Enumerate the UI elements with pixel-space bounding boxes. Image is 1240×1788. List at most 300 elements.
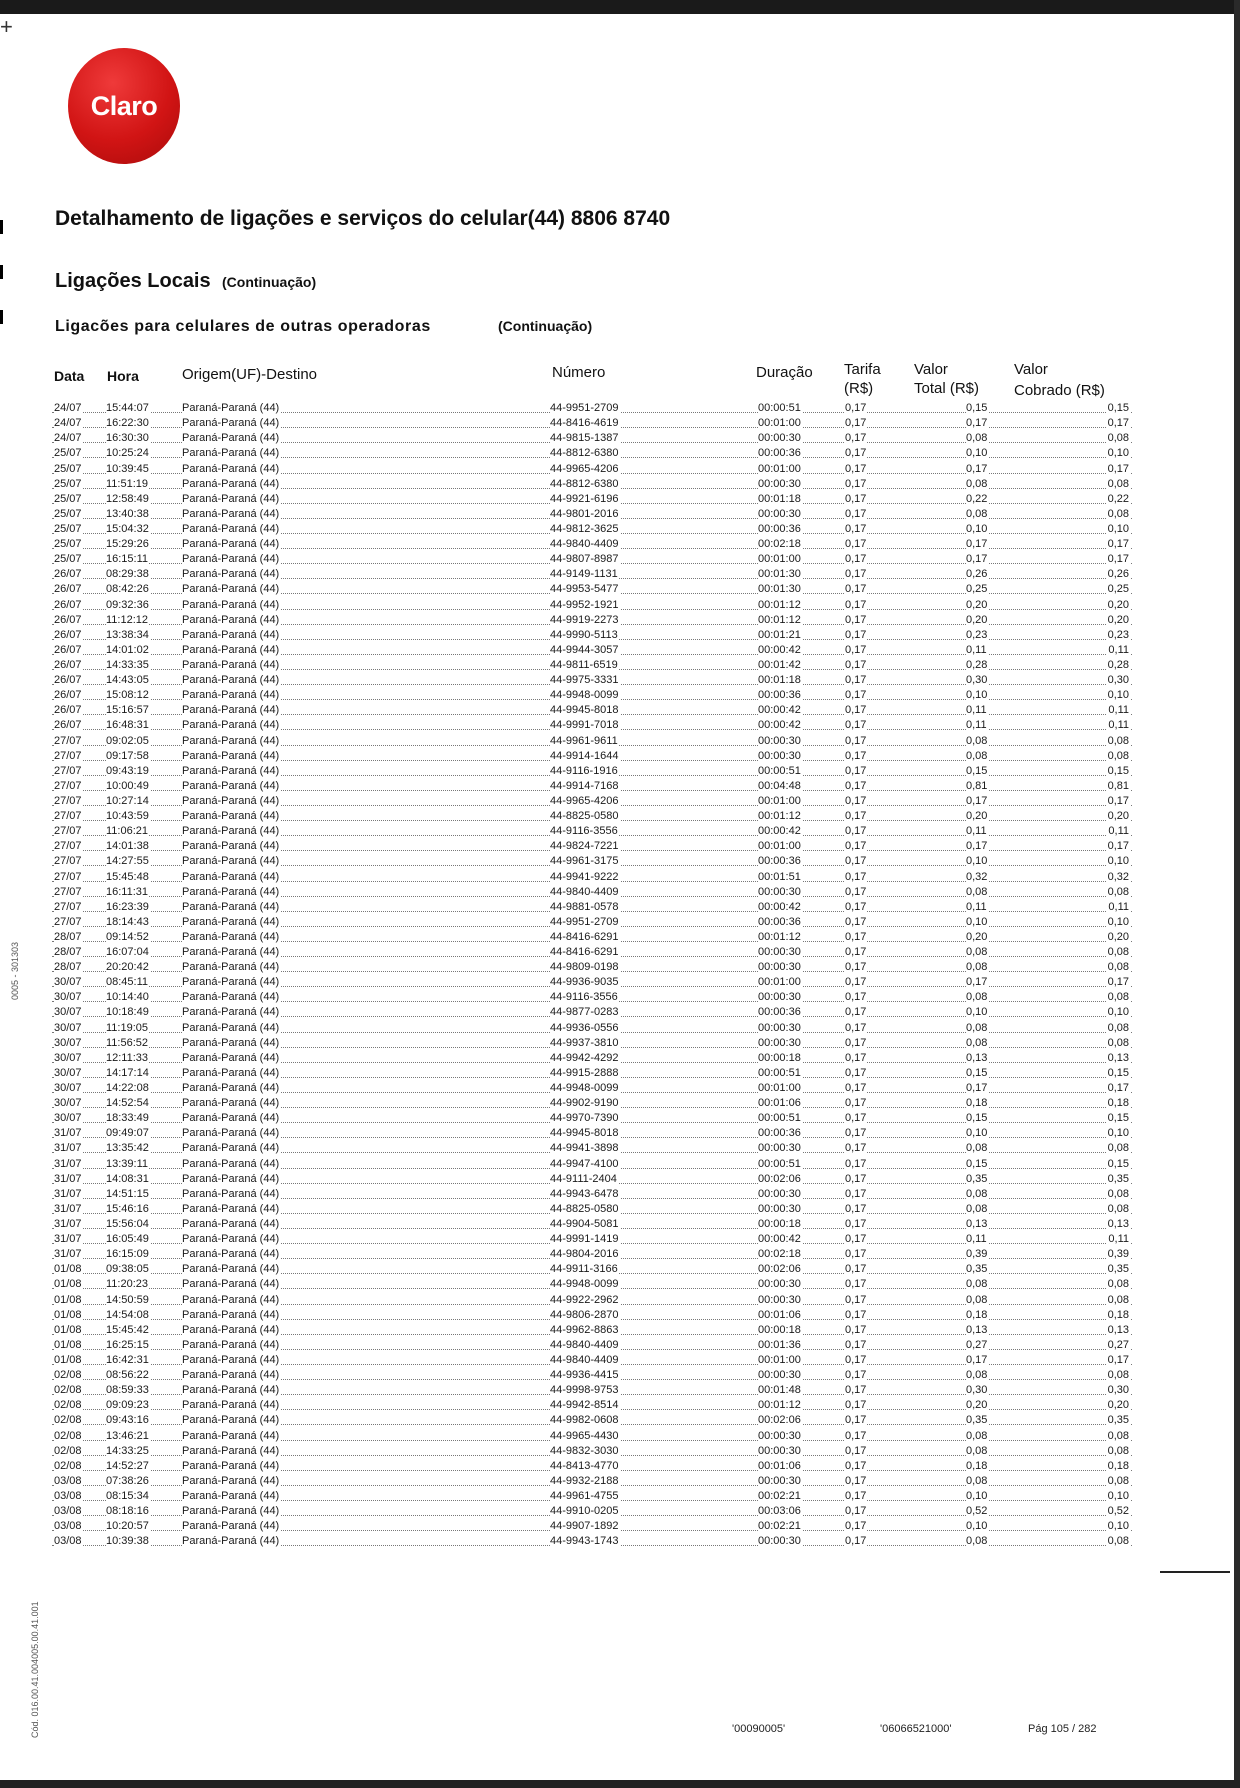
call-time: 14:43:05 (106, 674, 149, 687)
table-row (52, 1276, 1132, 1291)
table-row (52, 400, 1132, 415)
call-tariff: 0,17 (845, 1535, 867, 1548)
call-date: 30/07 (54, 1097, 82, 1110)
table-row (52, 657, 1132, 672)
call-duration: 00:00:36 (758, 915, 801, 928)
call-charged: 0,10 (1107, 689, 1129, 702)
call-time: 13:38:34 (106, 628, 149, 641)
call-number: 44-9804-2016 (550, 1248, 619, 1261)
margin-mark (0, 265, 3, 279)
call-date: 27/07 (54, 840, 82, 853)
call-number: 44-9965-4206 (550, 794, 619, 807)
call-number: 44-9921-6196 (550, 492, 619, 505)
call-date: 26/07 (54, 613, 82, 626)
call-total: 0,08 (966, 1036, 988, 1049)
table-row (52, 1201, 1132, 1216)
call-origin: Paraná-Paraná (44) (182, 1444, 280, 1457)
call-number: 44-9937-3810 (550, 1036, 619, 1049)
call-time: 11:19:05 (106, 1021, 149, 1034)
call-total: 0,39 (966, 1248, 988, 1261)
call-number: 44-9965-4430 (550, 1429, 619, 1442)
call-number: 44-9116-1916 (550, 764, 618, 777)
call-origin: Paraná-Paraná (44) (182, 689, 280, 702)
call-date: 03/08 (54, 1489, 82, 1502)
call-number: 44-9877-0283 (550, 1006, 619, 1019)
table-row (52, 1261, 1132, 1276)
call-number: 44-9116-3556 (550, 991, 618, 1004)
call-total: 0,22 (966, 492, 988, 505)
call-origin: Paraná-Paraná (44) (182, 1474, 280, 1487)
call-duration: 00:00:30 (758, 1278, 801, 1291)
call-date: 02/08 (54, 1414, 82, 1427)
call-duration: 00:01:00 (758, 1354, 801, 1366)
table-row (52, 536, 1132, 551)
call-charged: 0,35 (1107, 1172, 1129, 1185)
call-duration: 00:01:00 (758, 417, 801, 430)
table-row (52, 732, 1132, 747)
call-charged: 0,08 (1107, 1036, 1129, 1049)
call-number: 44-9961-3175 (550, 855, 619, 868)
call-tariff: 0,17 (845, 900, 867, 913)
call-duration: 00:00:30 (758, 961, 801, 974)
table-row (52, 1216, 1132, 1231)
call-time: 16:48:31 (106, 719, 149, 732)
call-number: 44-8812-6380 (550, 447, 619, 460)
call-charged: 0,11 (1108, 1233, 1129, 1246)
call-charged: 0,08 (1107, 1278, 1129, 1291)
call-total: 0,10 (966, 522, 988, 535)
call-time: 08:56:22 (106, 1369, 149, 1382)
call-origin: Paraná-Paraná (44) (182, 507, 280, 520)
call-charged: 0,39 (1107, 1248, 1129, 1261)
table-row (52, 1291, 1132, 1306)
call-charged: 0,18 (1107, 1308, 1129, 1321)
col-header-total: Valor Total (R$) (914, 361, 980, 397)
call-duration: 00:00:30 (758, 1293, 801, 1306)
call-origin: Paraná-Paraná (44) (182, 946, 280, 959)
call-origin: Paraná-Paraná (44) (182, 855, 280, 868)
call-charged: 0,18 (1107, 1097, 1129, 1110)
call-origin: Paraná-Paraná (44) (182, 538, 280, 551)
call-charged: 0,10 (1107, 1520, 1129, 1533)
table-row (52, 506, 1132, 521)
call-time: 11:56:52 (106, 1036, 149, 1049)
call-total: 0,17 (966, 417, 988, 430)
call-origin: Paraná-Paraná (44) (182, 1308, 280, 1321)
scan-right-edge (1234, 0, 1240, 1788)
call-tariff: 0,17 (845, 764, 867, 777)
call-time: 09:14:52 (106, 930, 149, 943)
call-date: 02/08 (54, 1399, 82, 1412)
table-row (52, 1110, 1132, 1125)
call-total: 0,81 (966, 779, 988, 792)
call-origin: Paraná-Paraná (44) (182, 1097, 280, 1110)
call-charged: 0,08 (1107, 1202, 1129, 1215)
call-time: 13:35:42 (106, 1142, 149, 1155)
call-number: 44-9840-4409 (550, 885, 619, 898)
table-row (52, 959, 1132, 974)
call-time: 12:58:49 (106, 492, 149, 505)
call-total: 0,11 (966, 704, 987, 717)
call-total: 0,17 (966, 794, 988, 807)
call-tariff: 0,17 (845, 1263, 867, 1276)
call-duration: 00:00:18 (758, 1323, 801, 1336)
call-total: 0,17 (966, 462, 988, 475)
call-tariff: 0,17 (845, 462, 867, 475)
call-time: 08:59:33 (106, 1384, 149, 1397)
call-number: 44-9951-2709 (550, 402, 619, 415)
table-row (52, 1367, 1132, 1382)
call-number: 44-9965-4206 (550, 462, 619, 475)
call-number: 44-9811-6519 (550, 658, 618, 671)
call-charged: 0,52 (1107, 1505, 1129, 1518)
call-time: 10:14:40 (106, 991, 149, 1004)
call-charged: 0,28 (1107, 658, 1129, 671)
call-date: 27/07 (54, 915, 82, 928)
call-tariff: 0,17 (845, 930, 867, 943)
table-row (52, 1140, 1132, 1155)
call-date: 25/07 (54, 477, 82, 490)
call-time: 18:14:43 (106, 915, 149, 928)
call-charged: 0,11 (1108, 900, 1129, 913)
call-duration: 00:01:21 (758, 628, 801, 641)
call-number: 44-8825-0580 (550, 810, 619, 823)
call-number: 44-9991-1419 (550, 1233, 619, 1246)
call-tariff: 0,17 (845, 915, 867, 928)
call-duration: 00:03:06 (758, 1505, 801, 1518)
call-origin: Paraná-Paraná (44) (182, 991, 280, 1004)
call-duration: 00:01:12 (758, 1399, 801, 1412)
call-tariff: 0,17 (845, 1202, 867, 1215)
call-total: 0,35 (966, 1263, 988, 1276)
call-origin: Paraná-Paraná (44) (182, 1142, 280, 1155)
call-charged: 0,11 (1108, 704, 1129, 717)
call-duration: 00:01:06 (758, 1308, 801, 1321)
call-date: 02/08 (54, 1459, 82, 1472)
table-row (52, 445, 1132, 460)
call-duration: 00:02:18 (758, 538, 801, 551)
call-time: 14:33:25 (106, 1444, 149, 1457)
table-row (52, 1412, 1132, 1427)
call-time: 11:06:21 (106, 825, 149, 838)
call-date: 30/07 (54, 1036, 82, 1049)
call-date: 25/07 (54, 462, 82, 475)
col-header-number: Número (552, 364, 606, 381)
table-row (52, 642, 1132, 657)
call-charged: 0,20 (1107, 1399, 1129, 1412)
call-total: 0,08 (966, 961, 988, 974)
call-number: 44-9951-2709 (550, 915, 619, 928)
call-origin: Paraná-Paraná (44) (182, 1051, 280, 1064)
table-row (52, 823, 1132, 838)
call-charged: 0,15 (1107, 1112, 1129, 1125)
call-duration: 00:01:00 (758, 794, 801, 807)
call-duration: 00:00:18 (758, 1051, 801, 1064)
call-time: 14:54:08 (106, 1308, 149, 1321)
call-duration: 00:00:30 (758, 734, 801, 747)
call-time: 14:17:14 (106, 1066, 149, 1079)
call-tariff: 0,17 (845, 674, 867, 687)
call-time: 08:29:38 (106, 568, 149, 581)
call-tariff: 0,17 (845, 946, 867, 959)
call-duration: 00:00:36 (758, 1006, 801, 1019)
call-duration: 00:00:18 (758, 1218, 801, 1231)
table-row (52, 1004, 1132, 1019)
call-duration: 00:00:30 (758, 1142, 801, 1155)
call-total: 0,28 (966, 658, 988, 671)
call-total: 0,08 (966, 432, 988, 445)
call-charged: 0,30 (1107, 674, 1129, 687)
call-origin: Paraná-Paraná (44) (182, 1006, 280, 1019)
call-date: 01/08 (54, 1354, 82, 1366)
call-number: 44-9932-2188 (550, 1474, 619, 1487)
call-charged: 0,08 (1107, 477, 1129, 490)
table-row (52, 1155, 1132, 1170)
call-total: 0,08 (966, 507, 988, 520)
call-tariff: 0,17 (845, 1384, 867, 1397)
call-total: 0,17 (966, 1354, 988, 1366)
call-date: 25/07 (54, 447, 82, 460)
call-date: 02/08 (54, 1444, 82, 1457)
table-row (52, 1095, 1132, 1110)
call-origin: Paraná-Paraná (44) (182, 432, 280, 445)
call-tariff: 0,17 (845, 961, 867, 974)
call-charged: 0,22 (1107, 492, 1129, 505)
call-date: 30/07 (54, 1112, 82, 1125)
call-number: 44-9942-8514 (550, 1399, 619, 1412)
table-row (52, 1186, 1132, 1201)
call-duration: 00:01:00 (758, 462, 801, 475)
call-charged: 0,17 (1107, 1354, 1129, 1366)
call-origin: Paraná-Paraná (44) (182, 915, 280, 928)
call-date: 31/07 (54, 1233, 82, 1246)
call-time: 16:23:39 (106, 900, 149, 913)
call-total: 0,08 (966, 1444, 988, 1457)
call-time: 15:45:48 (106, 870, 149, 883)
call-date: 27/07 (54, 749, 82, 762)
call-tariff: 0,17 (845, 1444, 867, 1457)
call-duration: 00:00:30 (758, 477, 801, 490)
call-time: 09:02:05 (106, 734, 149, 747)
call-origin: Paraná-Paraná (44) (182, 1278, 280, 1291)
call-time: 14:52:27 (106, 1459, 149, 1472)
call-charged: 0,15 (1107, 1066, 1129, 1079)
call-time: 15:46:16 (106, 1202, 149, 1215)
section-continuation: (Continuação) (222, 274, 317, 290)
call-origin: Paraná-Paraná (44) (182, 825, 280, 838)
call-tariff: 0,17 (845, 1051, 867, 1064)
call-origin: Paraná-Paraná (44) (182, 1505, 280, 1518)
call-date: 03/08 (54, 1520, 82, 1533)
call-charged: 0,08 (1107, 946, 1129, 959)
call-charged: 0,30 (1107, 1384, 1129, 1397)
call-number: 44-8416-6291 (550, 946, 619, 959)
call-charged: 0,10 (1107, 522, 1129, 535)
table-row (52, 627, 1132, 642)
call-tariff: 0,17 (845, 598, 867, 611)
call-tariff: 0,17 (845, 492, 867, 505)
call-origin: Paraná-Paraná (44) (182, 674, 280, 687)
call-charged: 0,10 (1107, 447, 1129, 460)
call-total: 0,11 (966, 825, 987, 838)
table-row (52, 1322, 1132, 1337)
table-row (52, 868, 1132, 883)
table-row (52, 884, 1132, 899)
call-time: 20:20:42 (106, 961, 149, 974)
table-row (52, 1171, 1132, 1186)
call-number: 44-9975-3331 (550, 674, 619, 687)
call-charged: 0,15 (1107, 402, 1129, 415)
call-total: 0,17 (966, 538, 988, 551)
call-total: 0,27 (966, 1338, 988, 1351)
call-duration: 00:00:42 (758, 643, 801, 656)
call-charged: 0,15 (1107, 764, 1129, 777)
call-date: 31/07 (54, 1172, 82, 1185)
call-time: 09:43:19 (106, 764, 149, 777)
call-number: 44-9832-3030 (550, 1444, 619, 1457)
call-charged: 0,27 (1107, 1338, 1129, 1351)
call-date: 28/07 (54, 961, 82, 974)
call-origin: Paraná-Paraná (44) (182, 1082, 280, 1095)
call-total: 0,11 (966, 900, 987, 913)
call-tariff: 0,17 (845, 1187, 867, 1200)
call-number: 44-9948-0099 (550, 689, 619, 702)
call-total: 0,15 (966, 1112, 988, 1125)
table-row (52, 1397, 1132, 1412)
call-duration: 00:00:42 (758, 719, 801, 732)
call-origin: Paraná-Paraná (44) (182, 1459, 280, 1472)
call-time: 10:20:57 (106, 1520, 149, 1533)
side-code-mid: 0005 - 301303 (10, 941, 20, 1000)
table-row (52, 778, 1132, 793)
call-duration: 00:00:51 (758, 1066, 801, 1079)
call-duration: 00:01:12 (758, 598, 801, 611)
call-tariff: 0,17 (845, 417, 867, 430)
call-date: 31/07 (54, 1127, 82, 1140)
call-number: 44-8416-6291 (550, 930, 619, 943)
call-total: 0,11 (966, 1233, 987, 1246)
call-date: 27/07 (54, 794, 82, 807)
call-date: 25/07 (54, 492, 82, 505)
table-row (52, 899, 1132, 914)
call-duration: 00:00:30 (758, 1535, 801, 1548)
call-number: 44-9801-2016 (550, 507, 619, 520)
call-origin: Paraná-Paraná (44) (182, 704, 280, 717)
call-tariff: 0,17 (845, 734, 867, 747)
call-total: 0,20 (966, 613, 988, 626)
call-number: 44-9998-9753 (550, 1384, 619, 1397)
table-row (52, 1427, 1132, 1442)
call-charged: 0,17 (1107, 976, 1129, 989)
subsection-continuation: (Continuação) (498, 318, 593, 334)
table-row (52, 1352, 1132, 1367)
call-date: 31/07 (54, 1248, 82, 1261)
call-tariff: 0,17 (845, 1127, 867, 1140)
call-date: 01/08 (54, 1323, 82, 1336)
call-origin: Paraná-Paraná (44) (182, 417, 280, 430)
call-total: 0,10 (966, 1006, 988, 1019)
call-total: 0,35 (966, 1172, 988, 1185)
call-number: 44-9806-2870 (550, 1308, 619, 1321)
call-date: 02/08 (54, 1369, 82, 1382)
call-time: 12:11:33 (106, 1051, 149, 1064)
call-date: 01/08 (54, 1308, 82, 1321)
call-tariff: 0,17 (845, 1308, 867, 1321)
call-duration: 00:01:12 (758, 810, 801, 823)
call-time: 16:42:31 (106, 1354, 149, 1366)
call-duration: 00:01:12 (758, 613, 801, 626)
call-time: 09:43:16 (106, 1414, 149, 1427)
call-origin: Paraná-Paraná (44) (182, 1021, 280, 1034)
call-tariff: 0,17 (845, 810, 867, 823)
col-header-date: Data (54, 368, 85, 384)
call-time: 08:45:11 (106, 976, 149, 989)
table-row (52, 1473, 1132, 1488)
call-duration: 00:00:42 (758, 900, 801, 913)
call-number: 44-9945-8018 (550, 1127, 619, 1140)
call-tariff: 0,17 (845, 1489, 867, 1502)
call-origin: Paraná-Paraná (44) (182, 1399, 280, 1412)
call-duration: 00:00:42 (758, 825, 801, 838)
call-time: 09:38:05 (106, 1263, 149, 1276)
call-date: 27/07 (54, 870, 82, 883)
call-duration: 00:02:06 (758, 1172, 801, 1185)
side-code-bottom: Cód. 016.00.41.004005.00.41.001 (30, 1601, 40, 1738)
call-number: 44-9941-3898 (550, 1142, 619, 1155)
call-date: 25/07 (54, 507, 82, 520)
call-date: 26/07 (54, 598, 82, 611)
call-total: 0,13 (966, 1323, 988, 1336)
call-charged: 0,08 (1107, 885, 1129, 898)
call-tariff: 0,17 (845, 1278, 867, 1291)
call-time: 16:15:09 (106, 1248, 149, 1261)
call-time: 15:08:12 (106, 689, 149, 702)
call-charged: 0,08 (1107, 749, 1129, 762)
call-date: 31/07 (54, 1157, 82, 1170)
call-origin: Paraná-Paraná (44) (182, 1202, 280, 1215)
table-row (52, 1231, 1132, 1246)
call-date: 26/07 (54, 658, 82, 671)
call-charged: 0,26 (1107, 568, 1129, 581)
table-row (52, 1125, 1132, 1140)
call-origin: Paraná-Paraná (44) (182, 1323, 280, 1336)
call-total: 0,08 (966, 1187, 988, 1200)
call-date: 24/07 (54, 402, 82, 415)
call-time: 08:42:26 (106, 583, 149, 596)
call-date: 30/07 (54, 991, 82, 1004)
call-total: 0,08 (966, 1474, 988, 1487)
call-charged: 0,17 (1107, 1082, 1129, 1095)
call-origin: Paraná-Paraná (44) (182, 492, 280, 505)
call-origin: Paraná-Paraná (44) (182, 900, 280, 913)
table-row (52, 1443, 1132, 1458)
call-number: 44-9149-1131 (550, 568, 618, 581)
call-total: 0,08 (966, 749, 988, 762)
call-number: 44-9824-7221 (550, 840, 619, 853)
call-number: 44-9919-2273 (550, 613, 619, 626)
call-charged: 0,08 (1107, 1293, 1129, 1306)
call-total: 0,11 (966, 719, 987, 732)
call-tariff: 0,17 (845, 522, 867, 535)
call-origin: Paraná-Paraná (44) (182, 961, 280, 974)
call-date: 26/07 (54, 568, 82, 581)
call-time: 14:51:15 (106, 1187, 149, 1200)
call-number: 44-9902-9190 (550, 1097, 619, 1110)
call-origin: Paraná-Paraná (44) (182, 976, 280, 989)
table-row (52, 838, 1132, 853)
call-total: 0,10 (966, 689, 988, 702)
call-tariff: 0,17 (845, 1293, 867, 1306)
